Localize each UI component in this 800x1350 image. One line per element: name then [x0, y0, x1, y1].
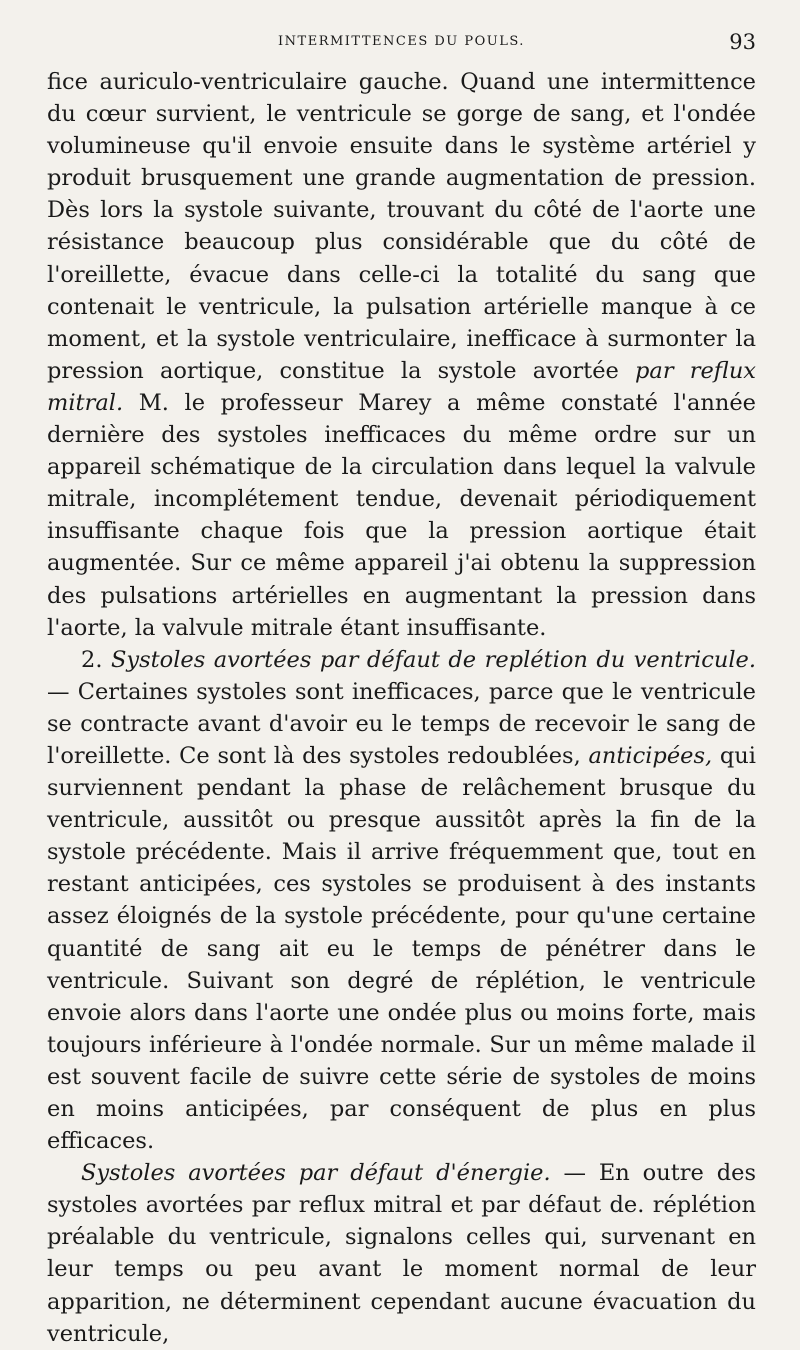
- page-number: 93: [729, 30, 756, 54]
- running-title: INTERMITTENCES DU POULS.: [278, 34, 525, 49]
- italic-term: anticipées,: [588, 742, 713, 769]
- section-heading: Systoles avortées par défaut de replétion du ventricule.: [110, 646, 756, 673]
- paragraph-energie: [47, 1157, 756, 1350]
- paragraph-reflux-mitral: [47, 66, 756, 644]
- section-number: 2.: [81, 646, 103, 673]
- paragraph-text: qui surviennent pendant la phase de relâchement brusque du ventricule, aussitôt ou presque aussitôt après la fin de la systole précédente. Mais il arrive fréquemment que, tout en restant anticipées, ces systoles se produisent à des instants assez éloignés de la systole précédente, pour qu'une certaine quantité de sang ait eu le temps de pénétrer dans le ventricule. Suivant son degré de réplétion, le ventricule envoie alors dans l'aorte une ondée plus ou moins forte, mais toujours inférieure à l'ondée normale. Sur un même malade il est souvent facile de suivre cette série de systoles de moins en moins anticipées, par conséquent de plus en plus efficaces.: [47, 742, 756, 1155]
- italic-term: par reflux mitral.: [47, 357, 756, 416]
- body-text: [47, 66, 756, 1350]
- paragraph-text: — Certaines systoles sont inefficaces, parce que le ventricule se contracte avant d'avoir eu le temps de recevoir le sang de l'oreillette. Ce sont là des systoles redoublées,: [47, 678, 756, 769]
- section-heading: Systoles avortées par défaut d'énergie.: [81, 1160, 551, 1187]
- paragraph-text: fice auriculo-ventriculaire gauche. Quand une intermittence du cœur survient, le ventricule se gorge de sang, et l'ondée volumineuse qu'il envoie ensuite dans le système artériel y produit brusquement une grande augmentation de pression. Dès lors la systole suivante, trouvant du côté de l'aorte une résistance beaucoup plus considérable que du côté de l'oreillette, évacue dans celle-ci la totalité du sang que contenait le ventricule, la pulsation artérielle manque à ce moment, et la systole ventriculaire, inefficace à surmonter la pression aortique, constitue la systole avortée: [47, 69, 756, 384]
- paragraph-text: M. le professeur Marey a même constaté l'année dernière des systoles inefficaces du même ordre sur un appareil schématique de la circulation dans lequel la valvule mitrale, incomplétement tendue, devenait périodiquement insuffisante chaque fois que la pression aortique était augmentée. Sur ce même appareil j'ai obtenu la suppression des pulsations artérielles en augmentant la pression dans l'aorte, la valvule mitrale étant insuffisante.: [47, 389, 756, 641]
- running-head: [47, 30, 756, 60]
- paragraph-replete: [47, 644, 756, 1158]
- paragraph-text: — En outre des systoles avortées par reflux mitral et par défaut de. réplétion préalable du ventricule, signalons celles qui, survenant en leur temps ou peu avant le moment normal de leur apparition, ne déterminent cependant aucune évacuation du ventricule,: [47, 1160, 756, 1347]
